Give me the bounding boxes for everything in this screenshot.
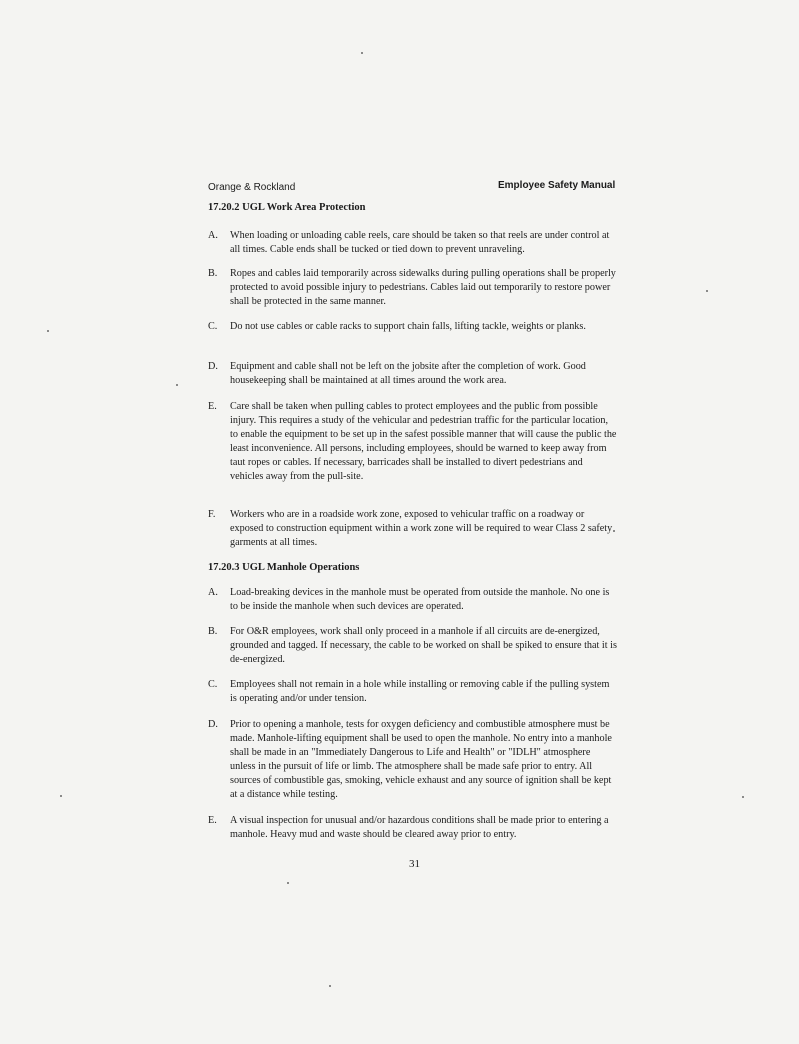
scan-speck xyxy=(60,795,62,797)
item-text: A visual inspection for unusual and/or hazardous conditions shall be made prior to entering a manhole. Heavy mud and waste should be cleared away prior to entry. xyxy=(230,815,609,840)
item-letter: E. xyxy=(208,401,217,412)
list-item xyxy=(208,360,618,388)
list-item xyxy=(208,267,618,309)
scan-speck xyxy=(47,330,49,332)
scan-speck xyxy=(613,530,615,532)
scan-speck xyxy=(361,52,363,54)
section-title-work-area-protection: 17.20.2 UGL Work Area Protection xyxy=(208,202,366,213)
list-item xyxy=(208,814,618,842)
list-item xyxy=(208,508,618,550)
item-text: Load-breaking devices in the manhole must be operated from outside the manhole. No one is to be inside the manhole when such devices are operated. xyxy=(230,587,610,612)
list-item xyxy=(208,320,618,334)
item-text: Ropes and cables laid temporarily across sidewalks during pulling operations shall be properly protected to avoid possible injury to pedestrians. Cables laid out temporarily to restore power shall be protected in the same manner. xyxy=(230,268,616,307)
section-title-manhole-operations: 17.20.3 UGL Manhole Operations xyxy=(208,562,360,573)
item-text: Workers who are in a roadside work zone, exposed to vehicular traffic on a roadway or exposed to construction equipment within a work zone will be required to wear Class 2 safety garments at all times. xyxy=(230,509,613,548)
item-text: Care shall be taken when pulling cables to protect employees and the public from possible injury. This requires a study of the vehicular and pedestrian traffic for the particular location, to enable the equipment to be set up in the safest possible manner that will cause the public the least inconvenience. All persons, including employees, should be warned to keep away from taut ropes or cables. If necessary, barricades shall be installed to divert pedestrians and vehicles away from the pull-site. xyxy=(230,401,617,482)
item-text: Equipment and cable shall not be left on the jobsite after the completion of work. Good housekeeping shall be maintained at all times around the work area. xyxy=(230,361,586,386)
scan-speck xyxy=(706,290,708,292)
list-item xyxy=(208,229,618,257)
list-item xyxy=(208,718,618,802)
item-letter: B. xyxy=(208,626,218,637)
scan-speck xyxy=(287,882,289,884)
header-manual-title: Employee Safety Manual xyxy=(498,180,616,191)
item-text: For O&R employees, work shall only proceed in a manhole if all circuits are de-energized, grounded and tagged. If necessary, the cable to be worked on shall be spiked to ensure that it is de-energized. xyxy=(230,626,617,665)
item-letter: D. xyxy=(208,361,218,372)
item-text: Employees shall not remain in a hole while installing or removing cable if the pulling system is operating and/or under tension. xyxy=(230,679,610,704)
list-item xyxy=(208,678,618,706)
header-organization: Orange & Rockland xyxy=(208,182,296,193)
item-letter: C. xyxy=(208,679,218,690)
page-number: 31 xyxy=(409,858,420,870)
scan-speck xyxy=(742,796,744,798)
item-text: When loading or unloading cable reels, care should be taken so that reels are under control at all times. Cable ends shall be tucked or tied down to prevent unraveling. xyxy=(230,230,610,255)
list-item xyxy=(208,625,618,667)
item-letter: A. xyxy=(208,230,218,241)
item-letter: E. xyxy=(208,815,217,826)
scan-speck xyxy=(176,384,178,386)
item-text: Do not use cables or cable racks to support chain falls, lifting tackle, weights or planks. xyxy=(230,321,586,332)
scan-speck xyxy=(329,985,331,987)
item-letter: D. xyxy=(208,719,218,730)
item-letter: B. xyxy=(208,268,218,279)
item-letter: C. xyxy=(208,321,218,332)
item-letter: F. xyxy=(208,509,216,520)
list-item xyxy=(208,586,618,614)
list-item xyxy=(208,400,618,484)
item-text: Prior to opening a manhole, tests for oxygen deficiency and combustible atmosphere must be made. Manhole-lifting equipment shall be used to open the manhole. No entry into a manhole shall be made in an "Immediately Dangerous to Life and Health" or "IDLH" atmosphere unless in the pursuit of life or limb. The atmosphere shall be made safe prior to entry. All sources of combustible gas, smoking, vehicle exhaust and any source of ignition shall be kept at a distance while testing. xyxy=(230,719,612,800)
item-letter: A. xyxy=(208,587,218,598)
